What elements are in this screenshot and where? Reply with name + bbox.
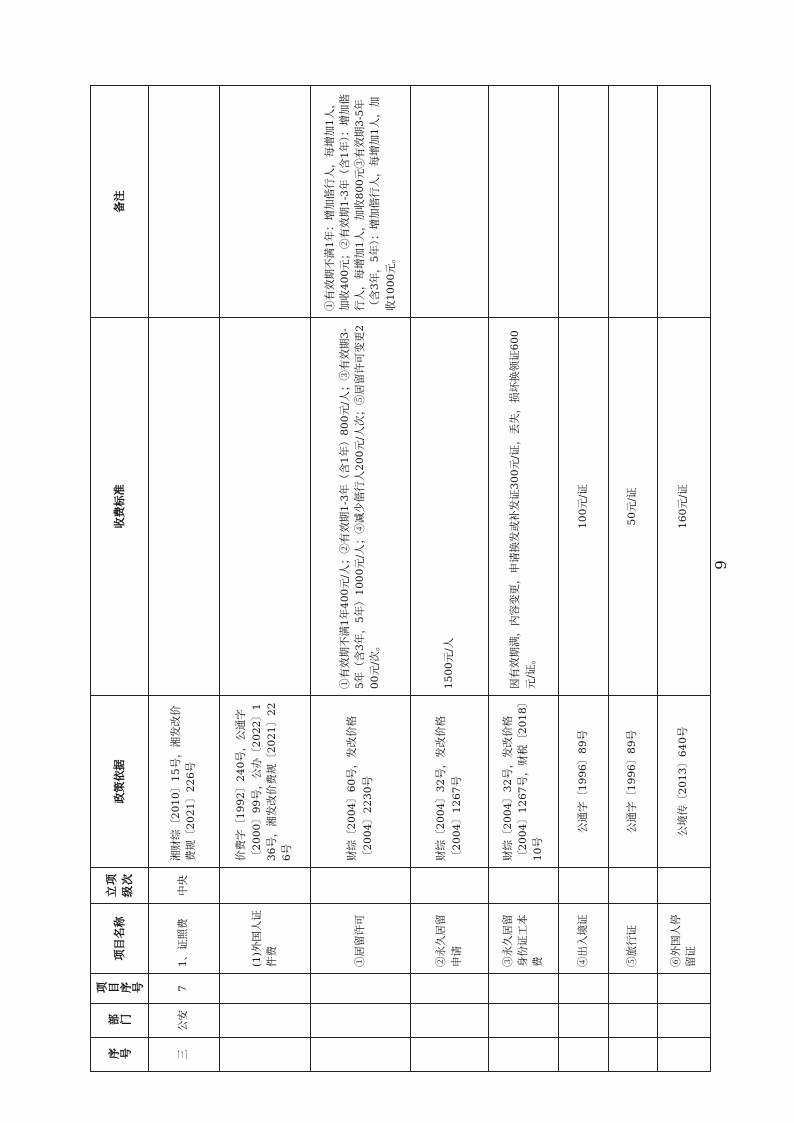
cell-item-seq: [608, 974, 657, 1004]
cell-dept: [658, 1004, 711, 1038]
cell-dept: [488, 1004, 559, 1038]
cell-remark: ①有效期不满1年：增加偕行人，每增加1人，加收400元；②有效期1-3年（含1年）：增加偕行人，每增加1人，加收800元③有效期3-5年（含3年，5年）：增加偕行人，每增加1人，加收1000元。: [311, 86, 411, 318]
cell-item-name: (1)外国人证件费: [219, 904, 311, 974]
page-number: 9: [711, 560, 730, 570]
cell-dept: [608, 1004, 657, 1038]
cell-seq: [411, 1038, 489, 1072]
cell-dept: [559, 1004, 608, 1038]
cell-item-seq: [411, 974, 489, 1004]
cell-level: [559, 868, 608, 904]
cell-policy: 财综〔2004〕60号，发改价格〔2004〕2230号: [311, 696, 411, 868]
cell-item-seq: [488, 974, 559, 1004]
cell-item-name: ①居留许可: [311, 904, 411, 974]
cell-item-seq: [311, 974, 411, 1004]
cell-seq: [219, 1038, 311, 1072]
cell-remark: [488, 86, 559, 318]
cell-remark: [149, 86, 220, 318]
table-row: [559, 86, 608, 1072]
cell-seq: [559, 1038, 608, 1072]
cell-standard: ①有效期不满1年400元/人；②有效期1-3年（含1年）800元/人；③有效期3-5年（含3年，5年）1000元/人；④减少偕行人200元/人次；⑤居留许可变更200元/次。: [311, 318, 411, 696]
cell-policy: 公境传〔2013〕640号: [658, 696, 711, 868]
cell-seq: 三: [149, 1038, 220, 1072]
col-header-policy: 政策依据: [91, 696, 149, 868]
col-header-item-seq: 项目序号: [91, 974, 149, 1004]
cell-item-seq: 7: [149, 974, 220, 1004]
cell-standard: 160元/证: [658, 318, 711, 696]
table-row: [411, 86, 489, 1072]
col-header-level: 立项级次: [91, 868, 149, 904]
cell-seq: [608, 1038, 657, 1072]
cell-item-name: ⑤旅行证: [608, 904, 657, 974]
cell-remark: [411, 86, 489, 318]
cell-item-name: ②永久居留申请: [411, 904, 489, 974]
cell-item-name: ⑥外国人停留证: [658, 904, 711, 974]
table-row: [311, 86, 411, 1072]
cell-level: [608, 868, 657, 904]
cell-policy: 价费字〔1992〕240号，公通字〔2000〕99号，公办〔2022〕136号，湘发改价费规〔2021〕226号: [219, 696, 311, 868]
col-header-standard: 收费标准: [91, 318, 149, 696]
cell-standard: 100元/证: [559, 318, 608, 696]
cell-item-name: ④出入境证: [559, 904, 608, 974]
cell-remark: [658, 86, 711, 318]
cell-remark: [608, 86, 657, 318]
header-row: [91, 86, 149, 1072]
table-row: [219, 86, 311, 1072]
cell-item-seq: [219, 974, 311, 1004]
cell-dept: [311, 1004, 411, 1038]
cell-standard: 50元/证: [608, 318, 657, 696]
cell-seq: [488, 1038, 559, 1072]
cell-policy: 公通字〔1996〕89号: [559, 696, 608, 868]
col-header-seq: 序号: [91, 1038, 149, 1072]
cell-remark: [219, 86, 311, 318]
cell-item-seq: [658, 974, 711, 1004]
cell-item-name: 1、证照费: [149, 904, 220, 974]
cell-level: [411, 868, 489, 904]
cell-dept: [219, 1004, 311, 1038]
cell-seq: [311, 1038, 411, 1072]
table-row: [488, 86, 559, 1072]
table-row: [608, 86, 657, 1072]
cell-level: [311, 868, 411, 904]
col-header-dept: 部门: [91, 1004, 149, 1038]
cell-item-name: ③永久居留身份证工本费: [488, 904, 559, 974]
cell-level: [658, 868, 711, 904]
cell-seq: [658, 1038, 711, 1072]
cell-standard: [149, 318, 220, 696]
table-row: [149, 86, 220, 1072]
rotated-table-wrapper: [90, 86, 711, 1072]
table-row: [658, 86, 711, 1072]
cell-dept: [411, 1004, 489, 1038]
cell-policy: 公通字〔1996〕89号: [608, 696, 657, 868]
cell-standard: 1500元/人: [411, 318, 489, 696]
cell-remark: [559, 86, 608, 318]
col-header-remark: 备注: [91, 86, 149, 318]
fee-table: [90, 85, 711, 1072]
cell-level: 中央: [149, 868, 220, 904]
cell-policy: 湘财综〔2010〕15号，湘发改价费规〔2021〕226号: [149, 696, 220, 868]
cell-level: [219, 868, 311, 904]
col-header-item-name: 项目名称: [91, 904, 149, 974]
cell-standard: [219, 318, 311, 696]
cell-policy: 财综〔2004〕32号，发改价格〔2004〕1267号，财税〔2018〕10号: [488, 696, 559, 868]
cell-item-seq: [559, 974, 608, 1004]
cell-policy: 财综〔2004〕32号，发改价格〔2004〕1267号: [411, 696, 489, 868]
cell-dept: 公安: [149, 1004, 220, 1038]
cell-standard: 因有效期满，内容变更，申请换发或补发证300元/证，丢失，损坏换领证600元/证。: [488, 318, 559, 696]
cell-level: [488, 868, 559, 904]
